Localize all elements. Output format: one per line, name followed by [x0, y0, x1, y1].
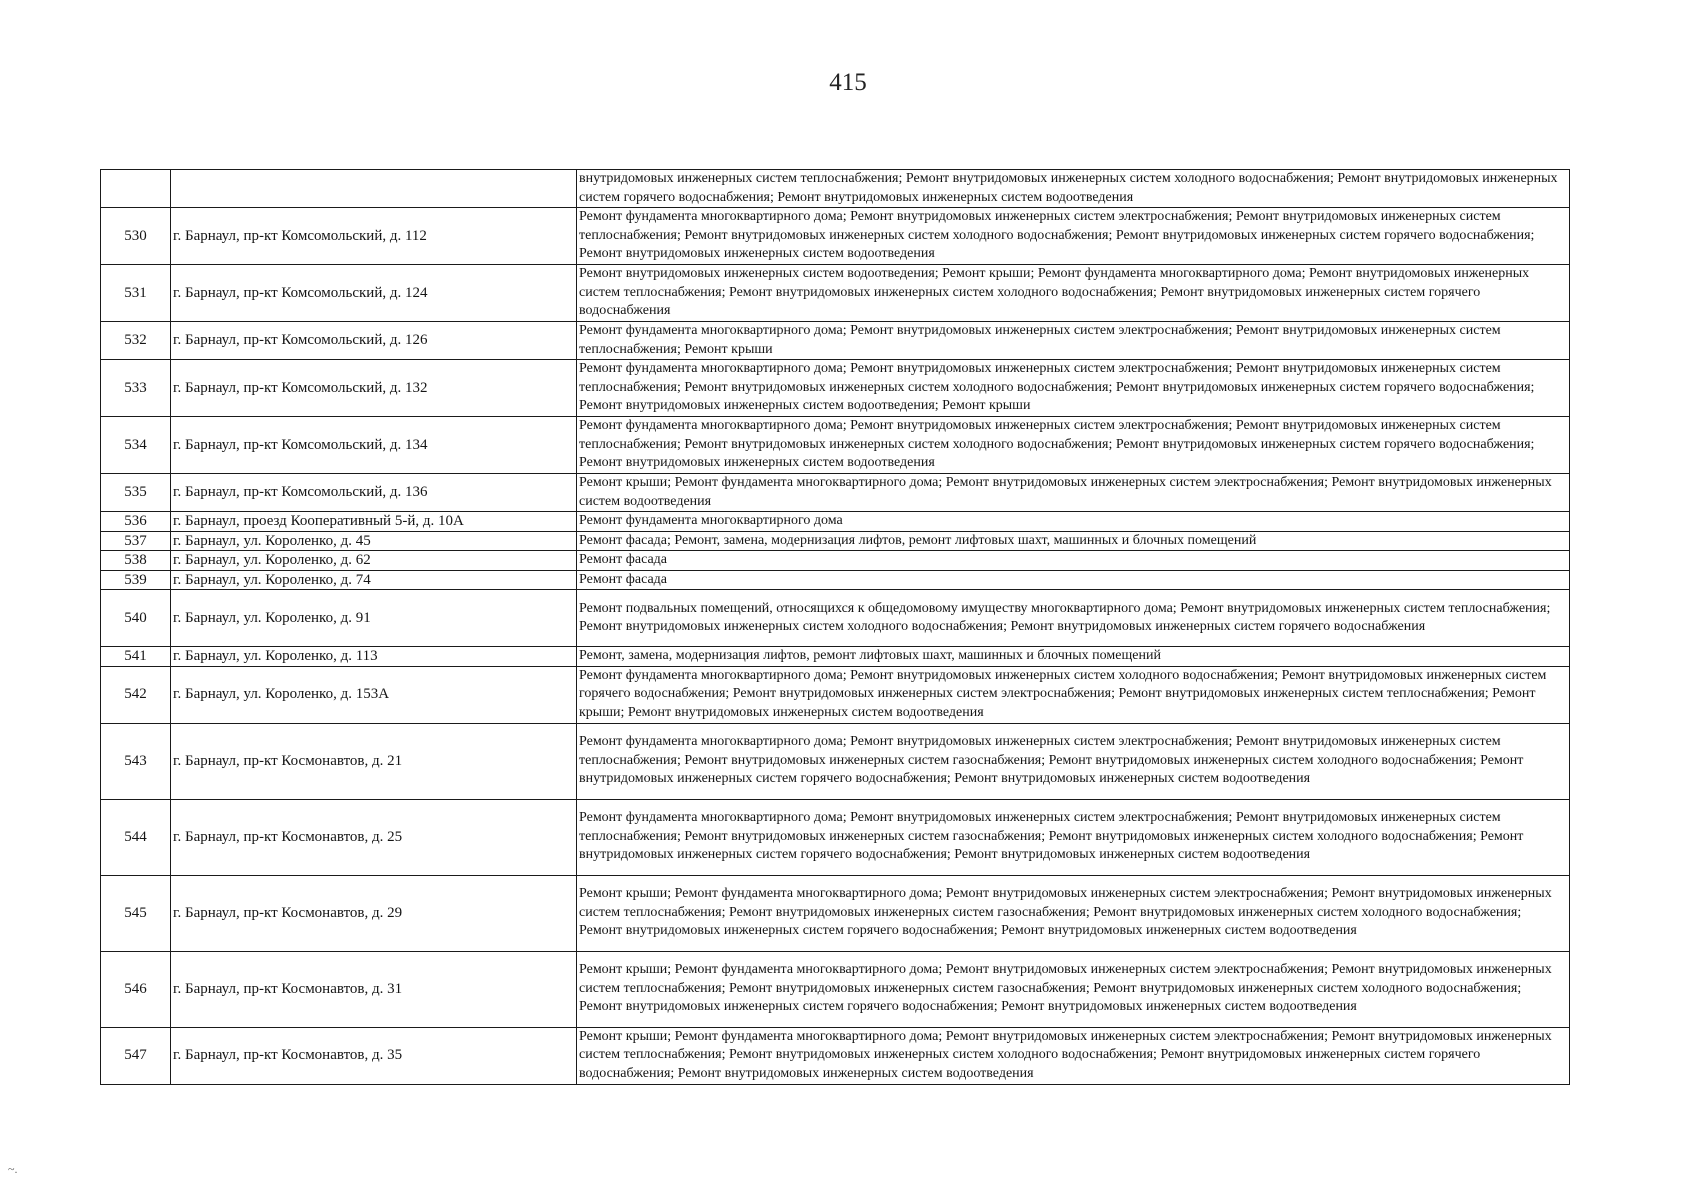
- page-number: 415: [829, 69, 867, 96]
- table-row: [101, 799, 1570, 875]
- address-cell: г. Барнаул, пр-кт Комсомольский, д. 132: [171, 360, 577, 417]
- row-number-cell: 543: [101, 723, 171, 799]
- repair-table-body: [101, 170, 1570, 1085]
- table-row: [101, 417, 1570, 474]
- works-cell: Ремонт крыши; Ремонт фундамента многоквартирного дома; Ремонт внутридомовых инженерных систем электроснабжения; Ремонт внутридомовых инженерных систем теплоснабжения; Ремонт внутридомовых инженерных систем холодного водоснабжения; Ремонт внутридомовых инженерных систем горячего водоснабжения; Ремонт внутридомовых инженерных систем водоотведения: [577, 1027, 1570, 1084]
- works-cell: Ремонт фундамента многоквартирного дома; Ремонт внутридомовых инженерных систем электроснабжения; Ремонт внутридомовых инженерных систем теплоснабжения; Ремонт внутридомовых инженерных систем газоснабжения; Ремонт внутридомовых инженерных систем холодного водоснабжения; Ремонт внутридомовых инженерных систем горячего водоснабжения; Ремонт внутридомовых инженерных систем водоотведения: [577, 799, 1570, 875]
- address-cell: г. Барнаул, ул. Короленко, д. 113: [171, 647, 577, 667]
- address-cell: г. Барнаул, пр-кт Космонавтов, д. 25: [171, 799, 577, 875]
- address-cell: г. Барнаул, ул. Короленко, д. 74: [171, 570, 577, 590]
- row-number-cell: 542: [101, 666, 171, 723]
- row-number-cell: 540: [101, 590, 171, 647]
- row-number-cell: 535: [101, 474, 171, 512]
- works-cell: Ремонт фундамента многоквартирного дома: [577, 512, 1570, 532]
- address-cell: г. Барнаул, пр-кт Космонавтов, д. 21: [171, 723, 577, 799]
- row-number-cell: 533: [101, 360, 171, 417]
- row-number-cell: 545: [101, 875, 171, 951]
- row-number-cell: 546: [101, 951, 171, 1027]
- address-cell: г. Барнаул, ул. Короленко, д. 45: [171, 531, 577, 551]
- row-number-cell: 538: [101, 551, 171, 571]
- row-number-cell: 537: [101, 531, 171, 551]
- works-cell: Ремонт фасада: [577, 551, 1570, 571]
- table-row: [101, 531, 1570, 551]
- works-cell: Ремонт крыши; Ремонт фундамента многоквартирного дома; Ремонт внутридомовых инженерных систем электроснабжения; Ремонт внутридомовых инженерных систем теплоснабжения; Ремонт внутридомовых инженерных систем газоснабжения; Ремонт внутридомовых инженерных систем холодного водоснабжения; Ремонт внутридомовых инженерных систем горячего водоснабжения; Ремонт внутридомовых инженерных систем водоотведения: [577, 875, 1570, 951]
- row-number-cell: 531: [101, 265, 171, 322]
- address-cell: г. Барнаул, пр-кт Комсомольский, д. 126: [171, 322, 577, 360]
- address-cell: г. Барнаул, ул. Короленко, д. 62: [171, 551, 577, 571]
- address-cell: г. Барнаул, пр-кт Космонавтов, д. 31: [171, 951, 577, 1027]
- address-cell: г. Барнаул, пр-кт Комсомольский, д. 136: [171, 474, 577, 512]
- table-row: [101, 208, 1570, 265]
- table-row: [101, 590, 1570, 647]
- row-number-cell: 534: [101, 417, 171, 474]
- table-row: [101, 1027, 1570, 1084]
- repair-table: [100, 169, 1570, 1085]
- row-number-cell: 532: [101, 322, 171, 360]
- table-row: [101, 512, 1570, 532]
- table-row: [101, 647, 1570, 667]
- table-row: [101, 551, 1570, 571]
- address-cell: г. Барнаул, проезд Кооперативный 5-й, д. 10А: [171, 512, 577, 532]
- works-cell: Ремонт фасада; Ремонт, замена, модернизация лифтов, ремонт лифтовых шахт, машинных и блочных помещений: [577, 531, 1570, 551]
- works-cell: Ремонт фасада: [577, 570, 1570, 590]
- works-cell: Ремонт подвальных помещений, относящихся к общедомовому имуществу многоквартирного дома; Ремонт внутридомовых инженерных систем теплоснабжения; Ремонт внутридомовых инженерных систем холодного водоснабжения; Ремонт внутридомовых инженерных систем горячего водоснабжения: [577, 590, 1570, 647]
- works-cell: Ремонт крыши; Ремонт фундамента многоквартирного дома; Ремонт внутридомовых инженерных систем электроснабжения; Ремонт внутридомовых инженерных систем водоотведения: [577, 474, 1570, 512]
- works-cell: Ремонт внутридомовых инженерных систем водоотведения; Ремонт крыши; Ремонт фундамента многоквартирного дома; Ремонт внутридомовых инженерных систем теплоснабжения; Ремонт внутридомовых инженерных систем холодного водоснабжения; Ремонт внутридомовых инженерных систем горячего водоснабжения: [577, 265, 1570, 322]
- works-cell: Ремонт фундамента многоквартирного дома; Ремонт внутридомовых инженерных систем электроснабжения; Ремонт внутридомовых инженерных систем теплоснабжения; Ремонт внутридомовых инженерных систем холодного водоснабжения; Ремонт внутридомовых инженерных систем горячего водоснабжения; Ремонт внутридомовых инженерных систем водоотведения; Ремонт крыши: [577, 360, 1570, 417]
- address-cell: [171, 170, 577, 208]
- scan-speck-mark: ~.: [8, 1162, 18, 1176]
- works-cell: внутридомовых инженерных систем теплоснабжения; Ремонт внутридомовых инженерных систем холодного водоснабжения; Ремонт внутридомовых инженерных систем горячего водоснабжения; Ремонт внутридомовых инженерных систем водоотведения: [577, 170, 1570, 208]
- repair-table-container: [100, 169, 1569, 1085]
- address-cell: г. Барнаул, ул. Короленко, д. 91: [171, 590, 577, 647]
- table-row: [101, 723, 1570, 799]
- row-number-cell: 536: [101, 512, 171, 532]
- table-row: [101, 474, 1570, 512]
- address-cell: г. Барнаул, пр-кт Космонавтов, д. 35: [171, 1027, 577, 1084]
- address-cell: г. Барнаул, пр-кт Комсомольский, д. 134: [171, 417, 577, 474]
- works-cell: Ремонт, замена, модернизация лифтов, ремонт лифтовых шахт, машинных и блочных помещений: [577, 647, 1570, 667]
- row-number-cell: 544: [101, 799, 171, 875]
- table-row: [101, 265, 1570, 322]
- table-row: [101, 951, 1570, 1027]
- row-number-cell: [101, 170, 171, 208]
- works-cell: Ремонт крыши; Ремонт фундамента многоквартирного дома; Ремонт внутридомовых инженерных систем электроснабжения; Ремонт внутридомовых инженерных систем теплоснабжения; Ремонт внутридомовых инженерных систем газоснабжения; Ремонт внутридомовых инженерных систем холодного водоснабжения; Ремонт внутридомовых инженерных систем горячего водоснабжения; Ремонт внутридомовых инженерных систем водоотведения: [577, 951, 1570, 1027]
- row-number-cell: 541: [101, 647, 171, 667]
- table-row: [101, 360, 1570, 417]
- works-cell: Ремонт фундамента многоквартирного дома; Ремонт внутридомовых инженерных систем электроснабжения; Ремонт внутридомовых инженерных систем теплоснабжения; Ремонт крыши: [577, 322, 1570, 360]
- row-number-cell: 539: [101, 570, 171, 590]
- works-cell: Ремонт фундамента многоквартирного дома; Ремонт внутридомовых инженерных систем электроснабжения; Ремонт внутридомовых инженерных систем теплоснабжения; Ремонт внутридомовых инженерных систем холодного водоснабжения; Ремонт внутридомовых инженерных систем горячего водоснабжения; Ремонт внутридомовых инженерных систем водоотведения: [577, 417, 1570, 474]
- works-cell: Ремонт фундамента многоквартирного дома; Ремонт внутридомовых инженерных систем холодного водоснабжения; Ремонт внутридомовых инженерных систем горячего водоснабжения; Ремонт внутридомовых инженерных систем электроснабжения; Ремонт внутридомовых инженерных систем теплоснабжения; Ремонт крыши; Ремонт внутридомовых инженерных систем водоотведения: [577, 666, 1570, 723]
- address-cell: г. Барнаул, пр-кт Комсомольский, д. 112: [171, 208, 577, 265]
- works-cell: Ремонт фундамента многоквартирного дома; Ремонт внутридомовых инженерных систем электроснабжения; Ремонт внутридомовых инженерных систем теплоснабжения; Ремонт внутридомовых инженерных систем холодного водоснабжения; Ремонт внутридомовых инженерных систем горячего водоснабжения; Ремонт внутридомовых инженерных систем водоотведения: [577, 208, 1570, 265]
- table-row: [101, 170, 1570, 208]
- table-row: [101, 322, 1570, 360]
- works-cell: Ремонт фундамента многоквартирного дома; Ремонт внутридомовых инженерных систем электроснабжения; Ремонт внутридомовых инженерных систем теплоснабжения; Ремонт внутридомовых инженерных систем газоснабжения; Ремонт внутридомовых инженерных систем холодного водоснабжения; Ремонт внутридомовых инженерных систем горячего водоснабжения; Ремонт внутридомовых инженерных систем водоотведения: [577, 723, 1570, 799]
- row-number-cell: 530: [101, 208, 171, 265]
- address-cell: г. Барнаул, ул. Короленко, д. 153А: [171, 666, 577, 723]
- address-cell: г. Барнаул, пр-кт Комсомольский, д. 124: [171, 265, 577, 322]
- table-row: [101, 875, 1570, 951]
- table-row: [101, 570, 1570, 590]
- table-row: [101, 666, 1570, 723]
- row-number-cell: 547: [101, 1027, 171, 1084]
- address-cell: г. Барнаул, пр-кт Космонавтов, д. 29: [171, 875, 577, 951]
